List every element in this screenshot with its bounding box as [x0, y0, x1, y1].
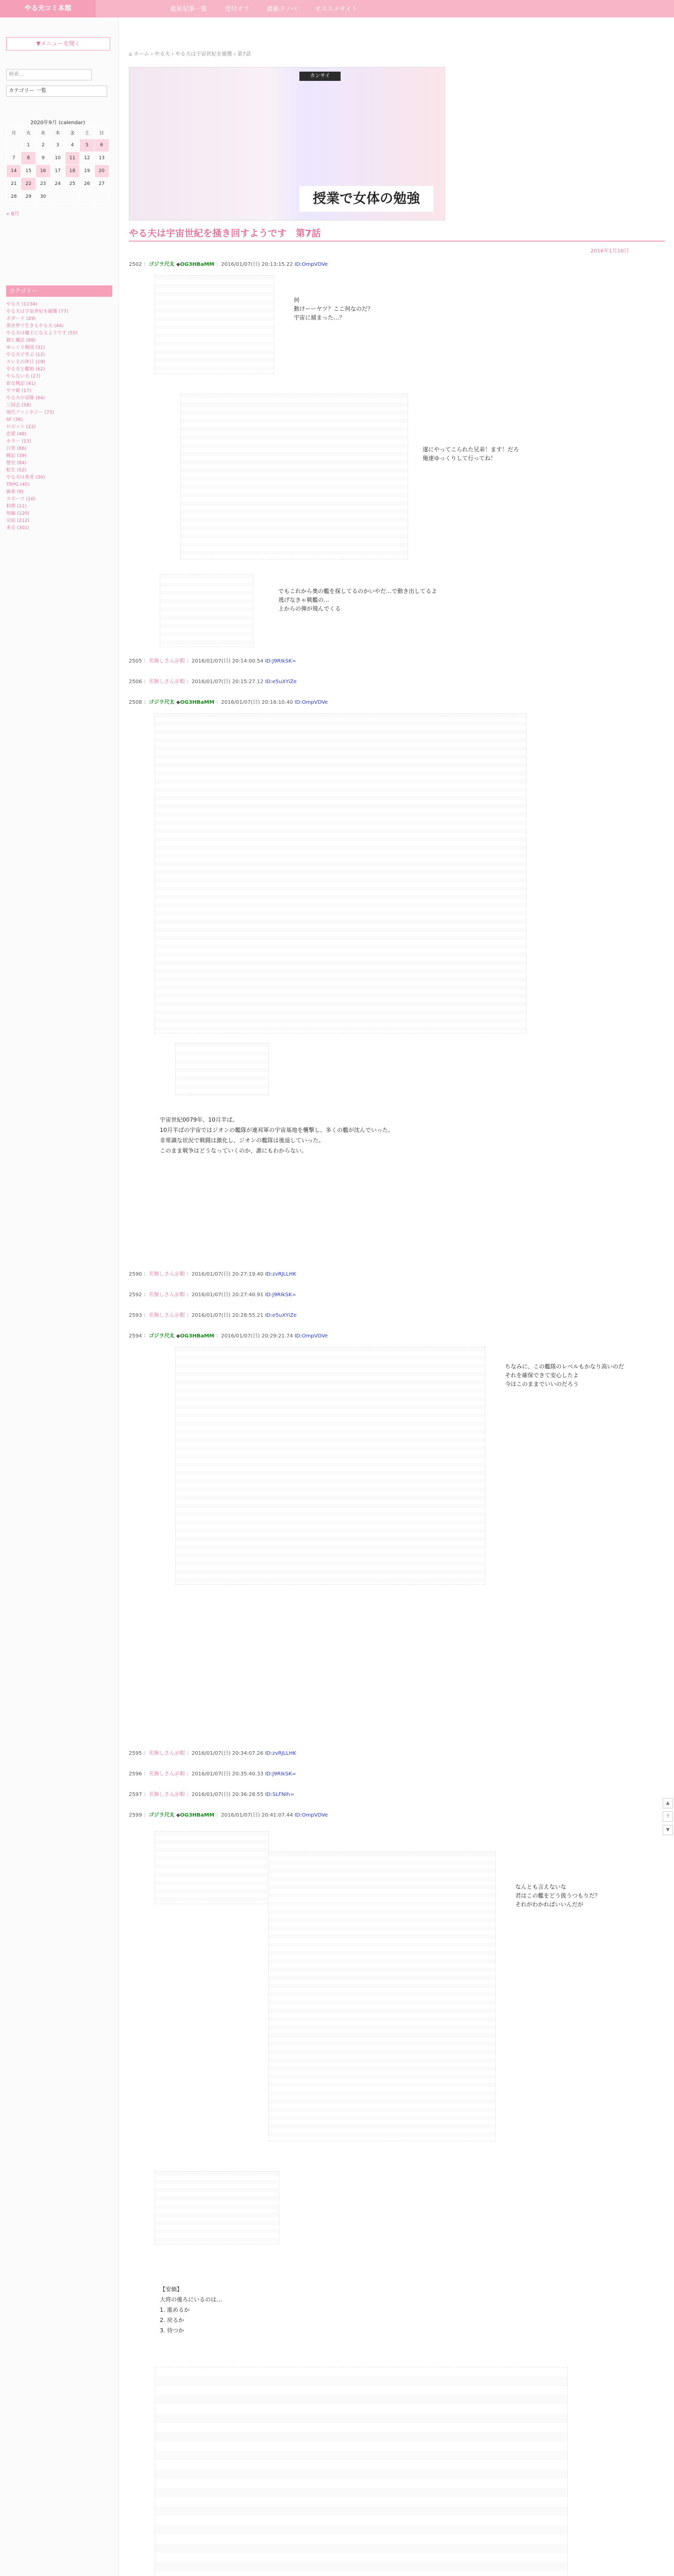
calendar-day — [50, 191, 65, 204]
post-trip: OG3HBaMM — [180, 1812, 214, 1818]
category-list — [6, 301, 112, 532]
category-item[interactable]: TRPG (45) — [6, 482, 30, 487]
calendar-day: 26 — [80, 178, 94, 191]
post-author: 名無しさん＠暇 — [148, 658, 185, 664]
post-date: 2016/01/07(日) 20:36:28.55 — [191, 1792, 264, 1798]
post-header: 2594 ：ゴジラ尺太 ◆OG3HBaMM ：2016/01/07(日) 20:29:21.74 ID:OmpVDVe — [129, 1333, 328, 1339]
category-item[interactable]: 料理 (11) — [6, 504, 27, 509]
nav-item[interactable]: 受付オフ — [225, 5, 249, 12]
speech-text: なんとも言えないな 君はこの艦をどう扱うつもりだ？ それがわかればいいんだが — [515, 1884, 600, 1908]
category-item[interactable]: やる夫と艦娘 (62) — [6, 367, 45, 372]
post-header: 2590 ：名無しさん＠暇 ：2016/01/07(日) 20:27:19.40 ID:zvRJLLHK — [129, 1272, 296, 1277]
category-item[interactable]: 異世界で生きるやる夫 (44) — [6, 324, 64, 329]
main-nav — [170, 0, 358, 18]
calendar-day — [65, 191, 79, 204]
category-item[interactable]: やる夫は魔王になるようです (55) — [6, 331, 78, 336]
anka-notes — [160, 2284, 417, 2336]
narration-line: このまま戦争はどうなっていくのか、誰にもわからない。 — [160, 1147, 307, 1154]
anka-line: 3. 待つか — [160, 2327, 184, 2334]
category-item[interactable]: ホラー (13) — [6, 439, 31, 444]
calendar-day: 24 — [50, 178, 65, 191]
calendar-day: 13 — [94, 152, 109, 165]
ascii-art — [155, 713, 527, 1033]
post-author: 名無しさん＠暇 — [148, 1292, 185, 1298]
post-header: 2593 ：名無しさん＠暇 ：2016/01/07(日) 20:28:55.21 ID:e5uXYiZe — [129, 1313, 297, 1318]
calendar-day[interactable]: 16 — [36, 165, 50, 178]
post-uid: ID:J9RIkSK= — [265, 658, 296, 664]
nav-item[interactable]: 最新ラノベ — [266, 5, 297, 12]
nav-item[interactable]: オススメサイト — [314, 5, 358, 12]
post-number: 2595 — [129, 1751, 142, 1756]
post-header: 2505 ：名無しさん＠暇 ：2016/01/07(日) 20:14:00.54 ID:J9RIkSK= — [129, 658, 296, 664]
post-number: 2508 — [129, 700, 142, 705]
category-header: カテゴリー — [6, 285, 112, 297]
sidebar — [0, 18, 119, 2576]
narration-line: 非常識な状況で戦闘は激化し、ジオンの艦隊は後退していった。 — [160, 1137, 324, 1144]
anka-line: 大将の後ろにいるのは… — [160, 2296, 222, 2303]
speech-text: でもこれから奥の艦を探してるのかいやだ…で動き出してるよ 逃げなきゃ戦艦の… 上からの弾が飛んでくる — [278, 588, 437, 612]
search-input[interactable]: 検索... — [6, 69, 92, 80]
post-date: 2016/01/07(日) 20:13:15.22 — [221, 262, 293, 267]
narration — [160, 1115, 551, 1156]
ascii-art — [155, 1831, 269, 1904]
top-navbar — [0, 0, 674, 18]
main-content — [124, 18, 674, 2576]
post-uid: ID:SLFNlh= — [265, 1792, 295, 1798]
category-item[interactable]: 転生 (52) — [6, 468, 27, 473]
post-uid: ID:J9RIkSK= — [265, 1771, 296, 1777]
article-date: 2016年1月10日 — [591, 248, 629, 254]
post-author: ゴジラ尺太 — [148, 262, 175, 267]
calendar-day: 9 — [36, 152, 50, 165]
calendar-header: 月 — [7, 126, 21, 139]
nav-item[interactable]: 最新記事一覧 — [170, 5, 208, 12]
anka-line: 【安価】 — [160, 2286, 182, 2293]
post-date: 2016/01/07(日) 20:41:07.44 — [221, 1812, 293, 1818]
category-item[interactable]: やる夫は宇宙世紀を捕獲 (77) — [6, 309, 69, 314]
comment-list — [155, 2367, 568, 2576]
post-date: 2016/01/07(日) 20:16:10.40 — [221, 700, 293, 705]
calendar-day: 25 — [65, 178, 79, 191]
category-item[interactable]: 剣と魔法 (88) — [6, 338, 36, 343]
post-trip: OG3HBaMM — [180, 700, 214, 705]
calendar-day: 2 — [36, 139, 50, 152]
banner-label: 授業で女体の勉強 — [299, 186, 433, 212]
ascii-art — [175, 1347, 485, 1585]
calendar-day: 12 — [80, 152, 94, 165]
post-author: ゴジラ尺太 — [148, 1333, 175, 1339]
category-item[interactable]: 恋愛 (48) — [6, 432, 27, 437]
post-number: 2597 — [129, 1792, 142, 1798]
calendar-day: 19 — [80, 165, 94, 178]
post-uid: ID:zvRJLLHK — [265, 1272, 296, 1277]
ascii-art — [175, 1043, 269, 1095]
post-author: ゴジラ尺太 — [148, 1812, 175, 1818]
post-date: 2016/01/07(日) 20:15:27.12 — [191, 679, 264, 685]
calendar-day: 29 — [21, 191, 36, 204]
ascii-art — [180, 394, 408, 560]
post-uid: ID:e5uXYiZe — [265, 679, 297, 685]
category-item[interactable]: 未完 (301) — [6, 526, 30, 531]
category-item[interactable]: やる夫 (1134) — [6, 302, 37, 307]
ascii-art — [160, 574, 254, 647]
post-number: 2505 — [129, 658, 142, 664]
post-trip: OG3HBaMM — [180, 1333, 214, 1339]
ascii-art — [268, 1852, 496, 2141]
open-menu-button[interactable]: ▼メニューを開く — [6, 37, 110, 50]
category-item[interactable]: SF (36) — [6, 417, 23, 422]
calendar — [6, 126, 109, 204]
post-number: 2593 — [129, 1313, 142, 1318]
calendar-header: 日 — [94, 126, 109, 139]
calendar-day[interactable]: 22 — [21, 178, 36, 191]
post-number: 2590 — [129, 1272, 142, 1277]
ascii-art — [155, 2171, 279, 2244]
calendar-header: 金 — [65, 126, 79, 139]
speech-text: 何 動けーーヤツ？ここ何なのだ？ 宇宙に捕まった…？ — [294, 297, 373, 321]
top-button[interactable]: ↑ — [663, 1811, 673, 1822]
category-item[interactable]: 戦記 (39) — [6, 453, 27, 459]
post-date: 2016/01/07(日) 20:29:21.74 — [221, 1333, 293, 1339]
calendar-day — [94, 191, 109, 204]
calendar-day[interactable]: 6 — [94, 139, 109, 152]
category-item[interactable]: やる夫は勇者 (30) — [6, 475, 45, 480]
post-author: 名無しさん＠暇 — [148, 1792, 185, 1798]
post-uid: ID:OmpVDVe — [294, 1812, 328, 1818]
post-author: 名無しさん＠暇 — [148, 1313, 185, 1318]
scroll-down-button[interactable]: ▼ — [663, 1825, 673, 1835]
category-item[interactable]: やらない夫 (27) — [6, 374, 41, 379]
post-number: 2594 — [129, 1333, 142, 1339]
post-uid: ID:OmpVDVe — [294, 700, 328, 705]
post-author: 名無しさん＠暇 — [148, 679, 185, 685]
category-item[interactable]: 麻雀 (9) — [6, 489, 24, 495]
calendar-day[interactable]: 20 — [94, 165, 109, 178]
category-item[interactable]: 幼女戦記 (41) — [6, 381, 36, 386]
category-item[interactable]: スレ主の休日 (19) — [6, 360, 45, 365]
anka-line: 2. 戻るか — [160, 2317, 184, 2324]
calendar-day: 27 — [94, 178, 109, 191]
calendar-day[interactable]: 14 — [7, 165, 21, 178]
calendar-day: 15 — [21, 165, 36, 178]
anka-line: 1. 進めるか — [160, 2307, 190, 2313]
calendar-day: 3 — [50, 139, 65, 152]
calendar-day: 17 — [50, 165, 65, 178]
post-number: 2592 — [129, 1292, 142, 1298]
post-date: 2016/01/07(日) 20:35:40.33 — [191, 1771, 264, 1777]
calendar-day — [7, 139, 21, 152]
post-number: 2599 — [129, 1812, 142, 1818]
post-author: 名無しさん＠暇 — [148, 1771, 185, 1777]
calendar-prev-link[interactable]: « 8月 — [6, 211, 20, 217]
narration-line: 宇宙世紀0079年、10月半ば。 — [160, 1116, 238, 1123]
post-header: 2506 ：名無しさん＠暇 ：2016/01/07(日) 20:15:27.12 ID:e5uXYiZe — [129, 679, 297, 685]
category-item[interactable]: ウマ娘 (17) — [6, 388, 31, 394]
calendar-day: 23 — [36, 178, 50, 191]
floating-buttons — [663, 1798, 673, 1844]
ascii-art — [155, 275, 274, 374]
post-trip: OG3HBaMM — [180, 262, 214, 267]
post-uid: ID:zvRJLLHK — [265, 1751, 296, 1756]
category-item[interactable]: スポーツ (16) — [6, 497, 36, 502]
category-item[interactable]: 現代ファンタジー (73) — [6, 410, 54, 415]
calendar-header: 水 — [36, 126, 50, 139]
post-header: 2597 ：名無しさん＠暇 ：2016/01/07(日) 20:36:28.55 ID:SLFNlh= — [129, 1792, 295, 1798]
calendar-day: 21 — [7, 178, 21, 191]
banner-tag: カンサイ — [299, 72, 341, 81]
post-date: 2016/01/07(日) 20:34:07.26 — [191, 1751, 264, 1756]
calendar-header: 木 — [50, 126, 65, 139]
post-number: 2502 — [129, 262, 142, 267]
calendar-day: 30 — [36, 191, 50, 204]
category-item[interactable]: 三国志 (58) — [6, 403, 31, 408]
calendar-day — [80, 191, 94, 204]
category-select[interactable]: カテゴリー 一覧 — [6, 86, 107, 97]
narration-line: 10月半ばの宇宙ではジオンの艦隊が連邦軍の宇宙基地を襲撃し、多くの艦が沈んでいった。 — [160, 1127, 394, 1133]
article-title: やる夫は宇宙世紀を掻き回すようです 第7話 — [129, 226, 665, 240]
post-date: 2016/01/07(日) 20:28:55.21 — [191, 1313, 264, 1318]
post-header: 2508 ：ゴジラ尺太 ◆OG3HBaMM ：2016/01/07(日) 20:16:10.40 ID:OmpVDVe — [129, 700, 328, 705]
calendar-day[interactable]: 8 — [21, 152, 36, 165]
calendar-day: 7 — [7, 152, 21, 165]
site-title[interactable]: やる夫コミ本館 — [0, 0, 96, 18]
post-header: 2502 ：ゴジラ尺太 ◆OG3HBaMM ：2016/01/07(日) 20:13:15.22 ID:OmpVDVe — [129, 262, 328, 267]
category-item[interactable]: 完結 (212) — [6, 518, 30, 523]
category-item[interactable]: ボダード (29) — [6, 316, 36, 321]
speech-text: ちなみに、この艦隊のレベルもかなり高いのだ それを確保できて安心したよ 今はこのままでいいのだろう — [505, 1363, 624, 1387]
post-header: 2599 ：ゴジラ尺太 ◆OG3HBaMM ：2016/01/07(日) 20:41:07.44 ID:OmpVDVe — [129, 1812, 328, 1818]
calendar-day: 1 — [21, 139, 36, 152]
post-author: 名無しさん＠暇 — [148, 1751, 185, 1756]
category-item[interactable]: やる夫で学ぶ (12) — [6, 352, 45, 358]
post-header: 2595 ：名無しさん＠暇 ：2016/01/07(日) 20:34:07.26 ID:zvRJLLHK — [129, 1751, 296, 1756]
calendar-day[interactable]: 5 — [80, 139, 94, 152]
post-uid: ID:J9RIkSK= — [265, 1292, 296, 1298]
calendar-title: 2020年9月 (calendar) — [30, 120, 86, 126]
post-header: 2592 ：名無しさん＠暇 ：2016/01/07(日) 20:27:40.91 ID:J9RIkSK= — [129, 1292, 296, 1298]
banner-ad[interactable] — [129, 67, 445, 221]
post-author: 名無しさん＠暇 — [148, 1272, 185, 1277]
calendar-header: 火 — [21, 126, 36, 139]
calendar-day: 4 — [65, 139, 79, 152]
calendar-header: 土 — [80, 126, 94, 139]
post-date: 2016/01/07(日) 20:14:00.54 — [191, 658, 264, 664]
calendar-day: 10 — [50, 152, 65, 165]
category-item[interactable]: 短編 (120) — [6, 511, 30, 516]
category-item[interactable]: ゆっくり戦国 (31) — [6, 345, 45, 350]
category-item[interactable]: 日常 (66) — [6, 446, 27, 451]
calendar-day[interactable]: 18 — [65, 165, 79, 178]
calendar-day[interactable]: 11 — [65, 152, 79, 165]
post-uid: ID:OmpVDVe — [294, 1333, 328, 1339]
category-item[interactable]: やる夫の冒険 (94) — [6, 396, 45, 401]
post-uid: ID:e5uXYiZe — [265, 1313, 297, 1318]
post-number: 2506 — [129, 679, 142, 685]
speech-text: 遂にやってこられた兄弟！ます！だろ 俺達ゆっくりして行ってね！ — [423, 446, 519, 462]
post-date: 2016/01/07(日) 20:27:40.91 — [191, 1292, 264, 1298]
post-date: 2016/01/07(日) 20:27:19.40 — [191, 1272, 264, 1277]
breadcrumb[interactable]: ⌂ ホーム › やる夫 › やる夫は宇宙世紀を捕獲 › 第7話 — [129, 52, 251, 57]
scroll-up-button[interactable]: ▲ — [663, 1798, 673, 1808]
post-uid: ID:OmpVDVe — [294, 262, 328, 267]
post-number: 2596 — [129, 1771, 142, 1777]
post-header: 2596 ：名無しさん＠暇 ：2016/01/07(日) 20:35:40.33 ID:J9RIkSK= — [129, 1771, 296, 1777]
category-item[interactable]: ロボット (22) — [6, 425, 36, 430]
category-item[interactable]: 歴史 (84) — [6, 461, 27, 466]
calendar-day: 28 — [7, 191, 21, 204]
post-author: ゴジラ尺太 — [148, 700, 175, 705]
